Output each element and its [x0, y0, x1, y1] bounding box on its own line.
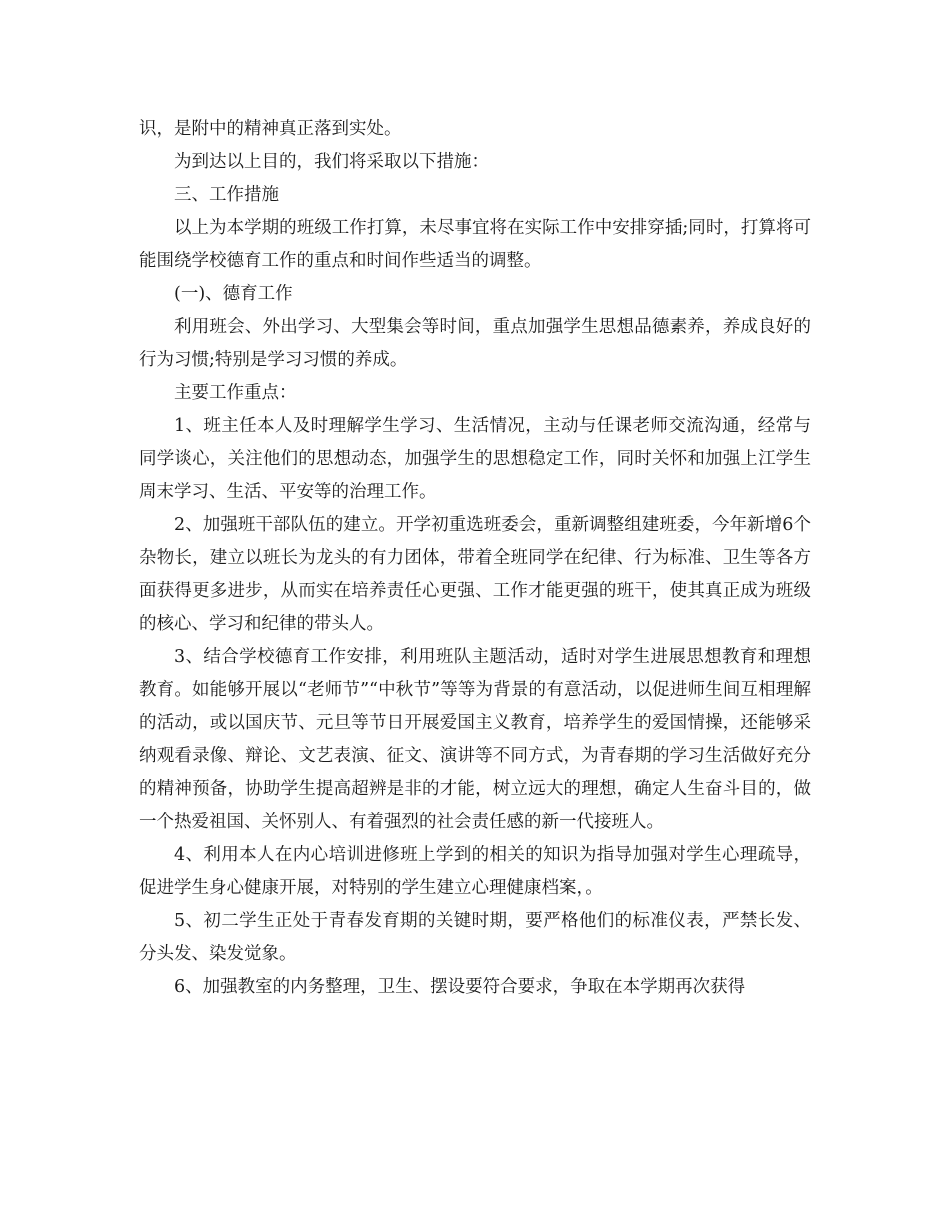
paragraph-4: 以上为本学期的班级工作打算，未尽事宜将在实际工作中安排穿插;同时，打算将可能围绕学校德育工作的重点和时间作些适当的调整。	[139, 218, 811, 271]
list-item-5: 5、初二学生正处于青春发育期的关键时期，要严格他们的标准仪表，严禁长发、分头发、染发觉象。	[139, 911, 811, 964]
section-heading-work-measures: 三、工作措施	[174, 185, 279, 205]
list-item-3: 3、结合学校德育工作安排，利用班队主题活动，适时对学生进展思想教育和理想教育。如能够开展以“老师节”“中秋节”等等为背景的有意活动，以促进师生间互相理解的活动，或以国庆节、元旦等节日开展爱国主义教育，培养学生的爱国情操，还能够采纳观看录像、辩论、文艺表演、征文、演讲等不同方式，为青春期的学习生活做好充分的精神预备，协助学生提高超辨是非的才能，树立远大的理想，确定人生奋斗目的，做一个热爱祖国、关怀别人、有着强烈的社会责任感的新一代接班人。	[139, 647, 811, 832]
list-heading-key-points: 主要工作重点：	[174, 383, 297, 403]
list-item-1: 1、班主任本人及时理解学生学习、生活情况，主动与任课老师交流沟通，经常与同学谈心，关注他们的思想动态，加强学生的思想稳定工作，同时关怀和加强上江学生周末学习、生活、平安等的治理工作。	[139, 416, 811, 502]
paragraph-6: 利用班会、外出学习、大型集会等时间，重点加强学生思想品德素养，养成良好的行为习惯;特别是学习习惯的养成。	[139, 317, 811, 370]
paragraph-1: 识，是附中的精神真正落到实处。	[139, 119, 402, 139]
list-item-6: 6、加强教室的内务整理，卫生、摆设要符合要求，争取在本学期再次获得	[174, 977, 746, 997]
list-item-4: 4、利用本人在内心培训进修班上学到的相关的知识为指导加强对学生心理疏导，促进学生身心健康开展，对特别的学生建立心理健康档案，。	[139, 845, 811, 898]
paragraph-2: 为到达以上目的，我们将采取以下措施：	[174, 152, 489, 172]
document-body	[139, 113, 811, 1004]
subsection-heading-moral-education: (一)、德育工作	[174, 284, 293, 304]
list-item-2: 2、加强班干部队伍的建立。开学初重选班委会，重新调整组建班委，今年新增6个杂物长，建立以班长为龙头的有力团体，带着全班同学在纪律、行为标准、卫生等各方面获得更多进步，从而实在培养责任心更强、工作才能更强的班干，使其真正成为班级的核心、学习和纪律的带头人。	[139, 515, 811, 634]
